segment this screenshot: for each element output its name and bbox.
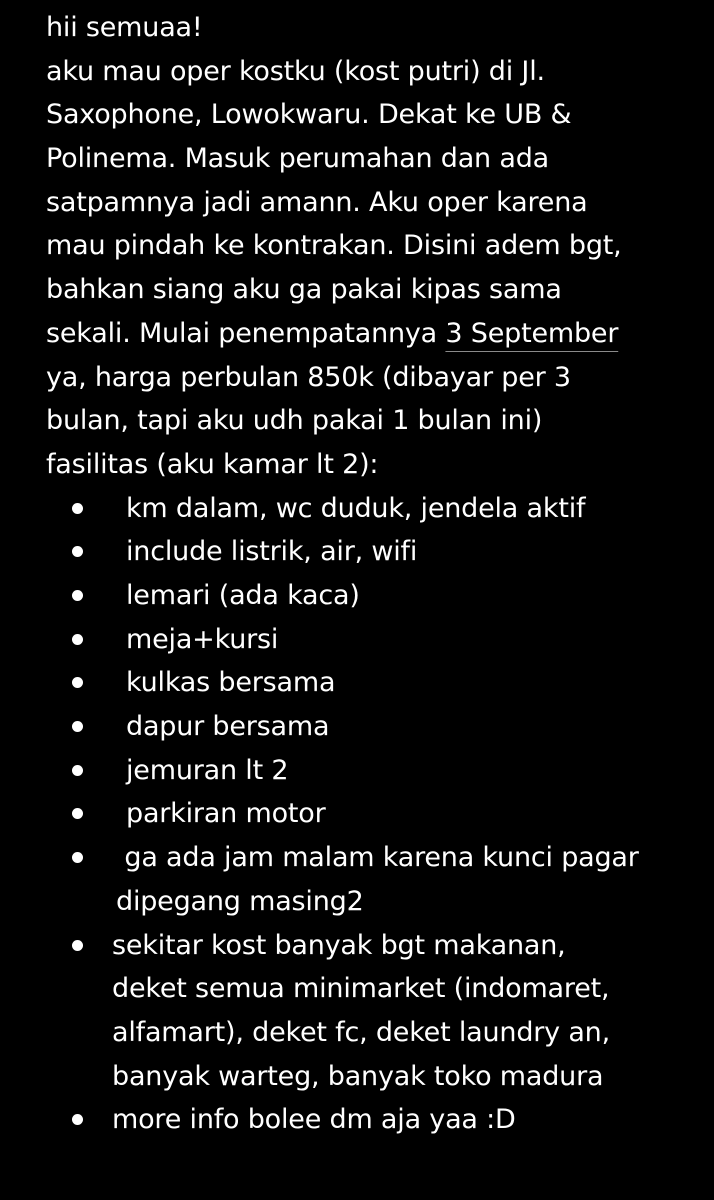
text-line: Polinema. Masuk perumahan dan ada (46, 143, 549, 175)
text-line: Saxophone, Lowokwaru. Dekat ke UB & (46, 99, 572, 131)
text-line (46, 312, 706, 356)
list-item-text: alfamart), deket fc, deket laundry an, (112, 1017, 610, 1048)
list-item (46, 661, 706, 705)
list-item-text: banyak warteg, banyak toko madura (112, 1060, 604, 1092)
facilities-heading: fasilitas (aku kamar lt 2): (46, 448, 379, 480)
list-item-text: deket semua minimarket (indomaret, (112, 973, 610, 1005)
bullet-icon (72, 590, 83, 601)
bullet-icon (72, 1114, 83, 1125)
list-item-text: kulkas bersama (126, 667, 336, 699)
list-item-text: dipegang masing2 (116, 885, 364, 917)
greeting-line: hii semuaa! (46, 12, 203, 43)
list-item-text: ga ada jam malam karena kunci pagar (116, 842, 639, 874)
bullet-icon (72, 634, 83, 645)
text-line: aku mau oper kostku (kost putri) di Jl. (46, 55, 545, 87)
list-item-text: meja+kursi (126, 623, 279, 655)
list-item (46, 1098, 706, 1142)
text-line: mau pindah ke kontrakan. Disini adem bgt, (46, 230, 622, 262)
bullet-icon (72, 677, 83, 688)
bullet-icon (72, 765, 83, 776)
note-body (46, 6, 706, 1142)
text-line: bulan, tapi aku udh pakai 1 bulan ini) (46, 405, 543, 437)
bullet-icon (72, 721, 83, 732)
bullet-icon (72, 940, 83, 951)
list-item (46, 618, 706, 662)
list-item (46, 749, 706, 793)
bullet-icon (72, 808, 83, 819)
text-fragment: sekali. Mulai penempatannya (46, 317, 446, 349)
bullet-icon (72, 546, 83, 557)
list-item (46, 924, 706, 1099)
list-item-text: include listrik, air, wifi (126, 536, 418, 568)
facilities-list (46, 487, 706, 1143)
list-item-text: lemari (ada kaca) (126, 579, 360, 611)
list-item (46, 487, 706, 531)
list-item-text: km dalam, wc duduk, jendela aktif (126, 492, 586, 524)
list-item-text: dapur bersama (126, 711, 330, 743)
text-line: satpamnya jadi amann. Aku oper karena (46, 186, 588, 218)
list-item-text: sekitar kost banyak bgt makanan, (112, 929, 566, 961)
list-item (46, 705, 706, 749)
date-link[interactable]: 3 September (445, 317, 619, 349)
list-item (46, 792, 706, 836)
text-line: ya, harga perbulan 850k (dibayar per 3 (46, 361, 571, 393)
list-item-text: more info bolee dm aja yaa :D (112, 1104, 516, 1136)
bullet-icon (72, 852, 83, 863)
list-item-text: parkiran motor (126, 798, 326, 830)
list-item (46, 836, 706, 923)
bullet-icon (72, 503, 83, 514)
list-item (46, 530, 706, 574)
list-item-text: jemuran lt 2 (126, 754, 289, 786)
text-line: bahkan siang aku ga pakai kipas sama (46, 274, 562, 306)
list-item (46, 574, 706, 618)
